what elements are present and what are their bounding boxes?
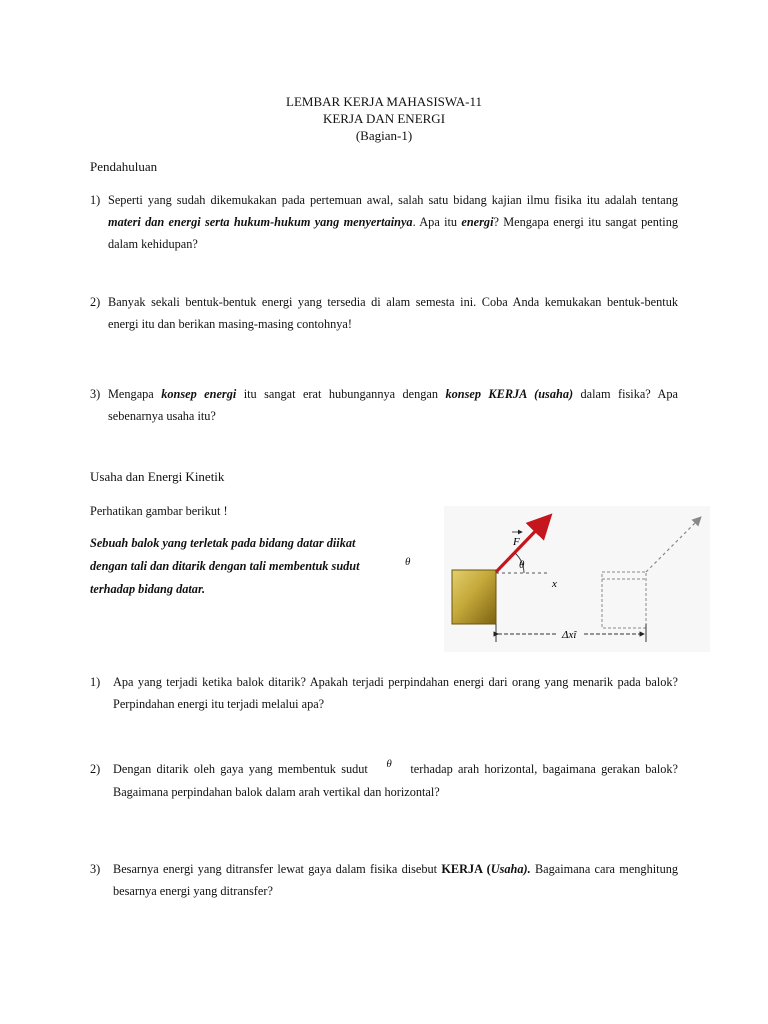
displacement-label: Δxî: [562, 629, 577, 641]
block-force-figure: [444, 506, 710, 652]
question-3-number: 3): [90, 862, 101, 876]
title-line-2: KERJA DAN ENERGI: [322, 111, 446, 126]
question-2-text: Dengan ditarik oleh gaya yang membentuk sudut θ terhadap arah horizontal, bagaimana gerakan balok? Bagaimana perpindahan balok dalam arah vertikal dan horizontal?: [113, 758, 678, 803]
question-3-text: Besarnya energi yang ditransfer lewat gaya dalam fisika disebut KERJA (Usaha). Bagaimana cara menghitung besarnya energi yang ditransfer?: [113, 862, 679, 898]
intro-item-1-text: Seperti yang sudah dikemukakan pada pertemuan awal, salah satu bidang kajian ilmu fisika itu adalah tentang materi dan energi serta hukum-hukum yang menyertainya. Apa itu energi? Mengapa energi itu sangat penting dalam kehidupan?: [108, 193, 678, 251]
title-line-1: LEMBAR KERJA MAHASISWA-11: [286, 94, 482, 109]
question-2-number: 2): [90, 762, 101, 776]
intro-item-3-number: 3): [90, 387, 101, 401]
angle-label: θ: [519, 559, 525, 571]
intro-item-2-text: Banyak sekali bentuk-bentuk energi yang tersedia di alam semesta ini. Coba Anda kemukakan bentuk-bentuk energi itu dan berikan masing-masing contohnya!: [108, 295, 678, 331]
section-heading-kinetic: Usaha dan Energi Kinetik: [90, 469, 225, 484]
title-line-3: (Bagian-1): [355, 128, 413, 143]
question-2-theta: θ: [386, 758, 392, 770]
intro-item-3-text: Mengapa konsep energi itu sangat erat hubungannya dengan konsep KERJA (usaha) dalam fisika? Apa sebenarnya usaha itu?: [108, 387, 679, 423]
section-heading-intro: Pendahuluan: [90, 159, 158, 174]
figure-intro-text: Perhatikan gambar berikut !: [90, 504, 228, 518]
block-box: [452, 570, 496, 624]
intro-item-2-number: 2): [90, 295, 101, 309]
force-label: F: [513, 536, 520, 548]
question-1-number: 1): [90, 675, 101, 689]
block-description: Sebuah balok yang terletak pada bidang datar diikat dengan tali dan ditarik dengan tali membentuk sudut terhadap bidang datar.: [90, 536, 360, 596]
theta-symbol: θ: [405, 556, 411, 568]
question-1-text: Apa yang terjadi ketika balok ditarik? Apakah terjadi perpindahan energi dari orang yang menarik pada balok? Perpindahan energi itu terjadi melalui apa?: [113, 675, 678, 711]
axis-label: x: [552, 578, 557, 590]
intro-item-1-number: 1): [90, 193, 101, 207]
